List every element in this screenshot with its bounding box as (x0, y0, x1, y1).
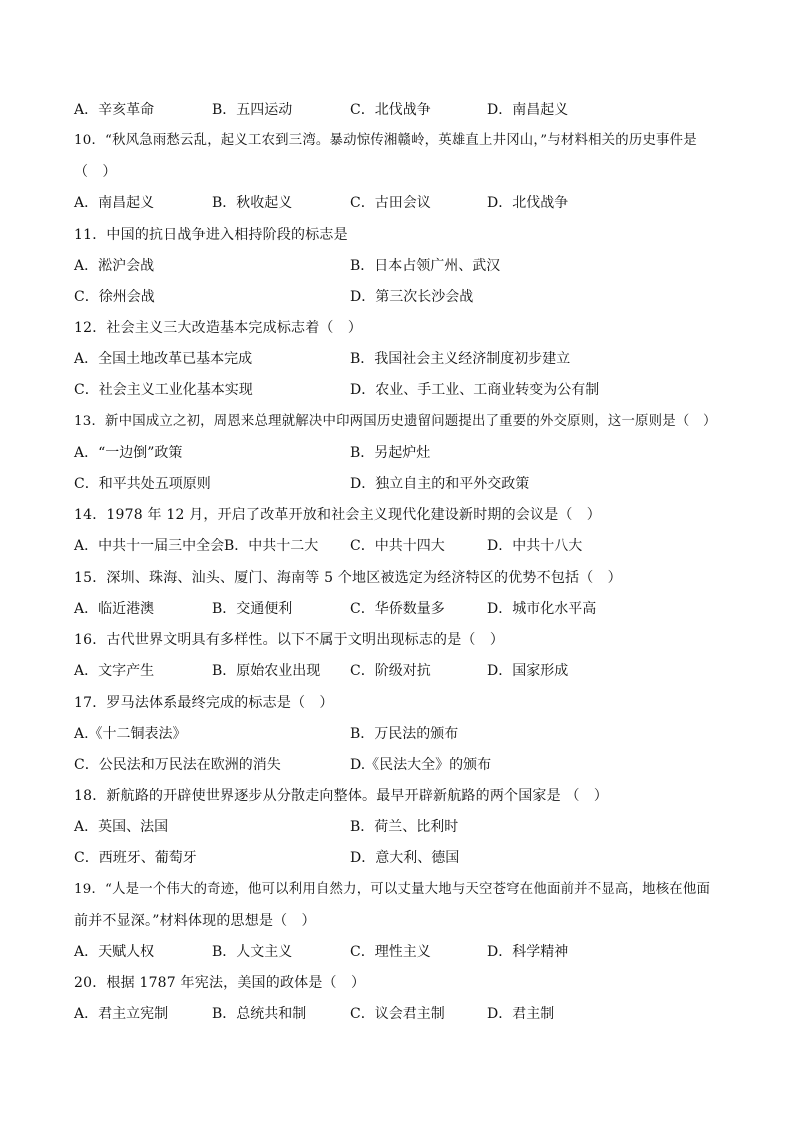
q9-option-d: D．南昌起义 (487, 102, 569, 118)
q14-options-row (74, 536, 734, 556)
q18-options-row1 (74, 817, 734, 837)
q10-option-a: A．南昌起义 (74, 195, 155, 211)
q12-options-row2 (74, 380, 734, 400)
q10-option-d: D．北伐战争 (487, 195, 569, 211)
q18-option-a: A．英国、法国 (74, 819, 169, 835)
q14-option-d: D．中共十八大 (487, 538, 583, 554)
q16-option-a: A．文字产生 (74, 663, 155, 679)
q16-stem: 16．古代世界文明具有多样性。以下不属于文明出现标志的是（ ） (74, 632, 505, 648)
q17-options-row1 (74, 724, 734, 744)
q18-option-c: C．西班牙、葡萄牙 (74, 850, 197, 866)
q15-options-row (74, 599, 734, 619)
q12-option-d: D．农业、手工业、工商业转变为公有制 (350, 382, 600, 398)
q18-option-b: B．荷兰、比利时 (350, 819, 459, 835)
q12-option-c: C．社会主义工业化基本实现 (74, 382, 253, 398)
q13-stem: 13．新中国成立之初，周恩来总理就解决中印两国历史遗留问题提出了重要的外交原则，这一原则是（ ） (74, 414, 717, 429)
q12-option-a: A．全国土地改革已基本完成 (74, 351, 253, 367)
q13-option-a: A．“一边倒”政策 (74, 445, 183, 461)
q16-option-b: B．原始农业出现 (212, 663, 321, 679)
q20-option-c: C．议会君主制 (350, 1006, 445, 1022)
q15-stem: 15．深圳、珠海、汕头、厦门、海南等 5 个地区被选定为经济特区的优势不包括（ ） (74, 570, 622, 586)
q11-option-b: B．日本占领广州、武汉 (350, 258, 501, 274)
q18-stem: 18．新航路的开辟使世界逐步从分散走向整体。最早开辟新航路的两个国家是 （ ） (74, 788, 609, 804)
q11-option-a: A．淞沪会战 (74, 258, 155, 274)
q19-option-c: C．理性主义 (350, 944, 431, 960)
q13-option-b: B．另起炉灶 (350, 445, 431, 461)
q13-options-row2 (74, 474, 734, 494)
q15-option-d: D．城市化水平高 (487, 601, 597, 617)
q19-stem-line1: 19．“人是一个伟大的奇迹，他可以利用自然力，可以丈量大地与天空苍穹在他面前并不显高，地核在他面 (74, 882, 711, 897)
q9-options-row (74, 100, 734, 120)
q20-option-b: B．总统共和制 (212, 1006, 307, 1022)
q13-option-d: D．独立自主的和平外交政策 (350, 476, 530, 492)
q16-option-c: C．阶级对抗 (350, 663, 431, 679)
q9-option-b: B．五四运动 (212, 102, 293, 118)
q17-option-b: B．万民法的颁布 (350, 726, 459, 742)
q11-options-row1 (74, 256, 734, 276)
q10-stem-line1: 10．“秋风急雨愁云乱，起义工农到三湾。暴动惊传湘赣岭，英雄直上井冈山，”与材料相关的历史事件是 (74, 133, 697, 148)
q13-options-row1 (74, 443, 734, 463)
q18-option-d: D．意大利、德国 (350, 850, 460, 866)
q17-option-d: D.《民法大全》的颁布 (350, 757, 492, 773)
q15-option-a: A．临近港澳 (74, 601, 155, 617)
q17-option-a: A.《十二铜表法》 (74, 726, 187, 742)
q15-option-b: B．交通便利 (212, 601, 293, 617)
q10-options-row (74, 193, 734, 213)
q19-stem-line2: 前并不显深。”材料体现的思想是（ ） (74, 913, 316, 929)
q11-stem: 11．中国的抗日战争进入相持阶段的标志是 (74, 227, 348, 243)
q17-stem: 17．罗马法体系最终完成的标志是（ ） (74, 695, 334, 711)
q9-option-a: A．辛亥革命 (74, 102, 155, 118)
q11-option-c: C．徐州会战 (74, 289, 155, 305)
q9-option-c: C．北伐战争 (350, 102, 431, 118)
q10-option-c: C．古田会议 (350, 195, 431, 211)
q19-option-b: B．人文主义 (212, 944, 293, 960)
q10-option-b: B．秋收起义 (212, 195, 293, 211)
q20-option-a: A．君主立宪制 (74, 1006, 169, 1022)
q19-options-row (74, 942, 734, 962)
q12-options-row1 (74, 349, 734, 369)
q20-option-d: D．君主制 (487, 1006, 555, 1022)
q17-option-c: C．公民法和万民法在欧洲的消失 (74, 757, 281, 773)
q20-options-row (74, 1004, 734, 1024)
q10-stem-line2: （ ） (74, 164, 117, 180)
q12-stem: 12．社会主义三大改造基本完成标志着（ ） (74, 320, 363, 336)
q14-stem: 14．1978 年 12 月，开启了改革开放和社会主义现代化建设新时期的会议是（ ） (74, 507, 602, 523)
q20-stem: 20．根据 1787 年宪法，美国的政体是（ ） (74, 975, 366, 991)
q11-option-d: D．第三次长沙会战 (350, 289, 474, 305)
q12-option-b: B．我国社会主义经济制度初步建立 (350, 351, 571, 367)
q16-options-row (74, 661, 734, 681)
q17-options-row2 (74, 755, 734, 775)
q15-option-c: C．华侨数量多 (350, 601, 445, 617)
q18-options-row2 (74, 848, 734, 868)
q19-option-d: D．科学精神 (487, 944, 569, 960)
q19-option-a: A．天赋人权 (74, 944, 155, 960)
q14-option-c: C．中共十四大 (350, 538, 445, 554)
q11-options-row2 (74, 287, 734, 307)
q13-option-c: C．和平共处五项原则 (74, 476, 211, 492)
q16-option-d: D．国家形成 (487, 663, 569, 679)
q14-option-a: A．中共十一届三中全会 (74, 538, 225, 554)
q14-option-b: B．中共十二大 (224, 538, 319, 554)
